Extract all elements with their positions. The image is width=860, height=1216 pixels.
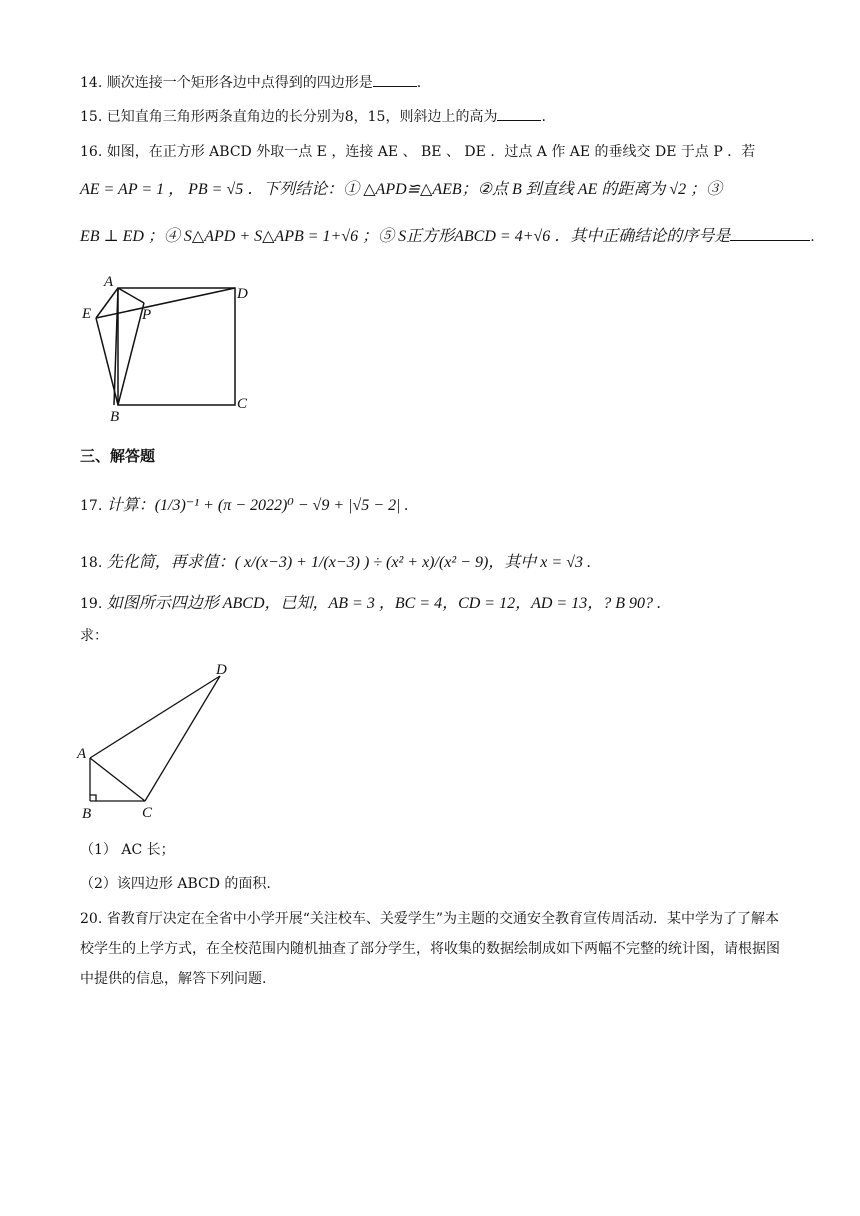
question-text: AE = AP = 1 ， PB = √5 ．下列结论：① △APD≌△AEB；②点 B 到直线 AE 的距离为 √2 ；③ bbox=[80, 181, 723, 198]
question-16-line-3 bbox=[80, 226, 815, 247]
question-number: 15. bbox=[80, 109, 103, 125]
question-number: 19. bbox=[80, 596, 103, 612]
figure-19 bbox=[72, 658, 242, 823]
question-number: 17. bbox=[80, 498, 103, 514]
question-number: 20. bbox=[80, 911, 103, 927]
question-15 bbox=[80, 106, 546, 127]
question-19-ask: 求： bbox=[80, 628, 108, 644]
question-16-line-1 bbox=[80, 142, 755, 162]
segment-ad bbox=[90, 676, 220, 758]
label-d: D bbox=[237, 286, 248, 302]
question-19-part-1: （1） AC 长； bbox=[80, 842, 175, 858]
question-20 bbox=[80, 904, 780, 994]
segment-pb bbox=[118, 303, 144, 405]
question-end: . bbox=[541, 109, 546, 125]
question-end: . bbox=[416, 75, 422, 91]
question-text: 如图，在正方形 ABCD 外取一点 E ，连接 AE 、 BE 、 DE ．过点 A 作 AE 的垂线交 DE 于点 P ．若 bbox=[106, 144, 756, 160]
question-14 bbox=[80, 72, 421, 93]
question-text: 省教育厅决定在全省中小学开展“关注校车、关爱学生”为主题的交通安全教育宣传周活动．某中学为了了解本校学生的上学方式，在全校范围内随机抽查了部分学生，将收集的数据绘制成如下两幅不完整的统计图，请根据图中提供的信息，解答下列问题. bbox=[80, 911, 780, 987]
label-a: A bbox=[104, 274, 114, 290]
label-b: B bbox=[110, 409, 120, 425]
figure-16 bbox=[70, 270, 270, 430]
question-17 bbox=[80, 496, 409, 516]
question-19 bbox=[80, 594, 661, 614]
question-text: 计算：(1/3)⁻¹ + (π − 2022)⁰ − √9 + |√5 − 2| . bbox=[106, 497, 409, 514]
answer-blank bbox=[497, 106, 541, 121]
question-19-part-2: （2）该四边形 ABCD 的面积. bbox=[80, 876, 271, 892]
label-p: P bbox=[142, 307, 152, 323]
answer-blank bbox=[373, 72, 417, 87]
label-c: C bbox=[142, 805, 153, 821]
question-text: 已知直角三角形两条直角边的长分别为8，15，则斜边上的高为 bbox=[106, 109, 498, 125]
question-text: 先化简，再求值：( x/(x−3) + 1/(x−3) ) ÷ (x² + x)/(x² − 9)，其中 x = √3 . bbox=[106, 554, 591, 571]
label-b: B bbox=[82, 806, 92, 822]
segment-ac bbox=[90, 758, 145, 801]
question-number: 14. bbox=[80, 75, 103, 91]
square-abcd bbox=[118, 288, 235, 405]
section-heading: 三、解答题 bbox=[80, 447, 156, 465]
label-a: A bbox=[77, 746, 87, 762]
label-d: D bbox=[216, 662, 227, 678]
answer-blank bbox=[730, 226, 810, 241]
question-18 bbox=[80, 553, 591, 573]
right-angle-mark bbox=[90, 795, 96, 801]
label-c: C bbox=[237, 396, 248, 412]
question-end: . bbox=[810, 229, 815, 245]
segment-ap bbox=[118, 288, 144, 303]
question-number: 16. bbox=[80, 144, 103, 160]
question-text: 如图所示四边形 ABCD，已知，AB = 3 ，BC = 4，CD = 12，AD = 13，? B 90? . bbox=[106, 595, 662, 612]
segment-cd bbox=[145, 676, 220, 801]
question-number: 18. bbox=[80, 555, 103, 571]
question-text: EB ⊥ ED ；④ S△APD + S△APB = 1+√6 ；⑤ S正方形ABCD = 4+√6 ．其中正确结论的序号是 bbox=[80, 228, 731, 245]
label-e: E bbox=[82, 306, 92, 322]
question-16-line-2 bbox=[80, 180, 722, 200]
question-text: 顺次连接一个矩形各边中点得到的四边形是 bbox=[106, 75, 373, 91]
